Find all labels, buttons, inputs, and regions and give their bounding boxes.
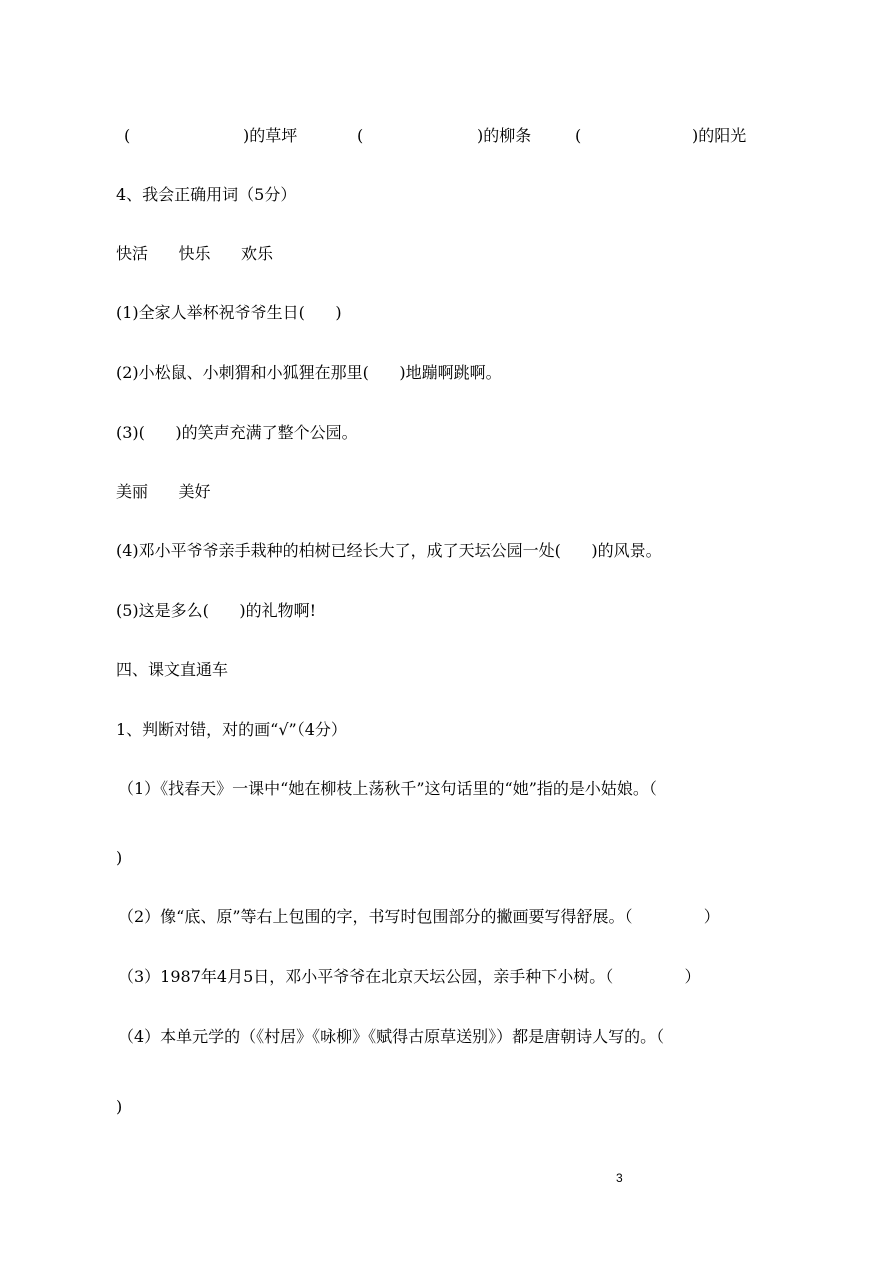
page-number: 3: [616, 1171, 623, 1185]
judge-item-4-close: ): [116, 1097, 123, 1116]
blank-3-label: )的阳光: [692, 126, 747, 145]
section-4-title: 4、我会正确用词（5分）: [116, 185, 297, 204]
sub-1-title: 1、判断对错，对的画“√”（4分）: [116, 720, 347, 739]
question-3: (3)( )的笑声充满了整个公园。: [116, 423, 358, 442]
judge-item-1: （1）《找春天》一课中“她在柳枝上荡秋千”这句话里的“她”指的是小姑娘。（: [118, 779, 657, 798]
blank-1-open: (: [124, 126, 131, 145]
judge-item-3: （3）1987年4月5日，邓小平爷爷在北京天坛公园，亲手种下小树。（ ）: [118, 967, 701, 986]
part-four-title: 四、课文直通车: [116, 660, 229, 679]
blank-2-label: )的柳条: [477, 126, 532, 145]
word-group-1: 快活 快乐 欢乐: [116, 244, 274, 263]
blank-2-open: (: [357, 126, 364, 145]
blank-3-open: (: [575, 126, 582, 145]
question-2: (2)小松鼠、小刺猬和小狐狸在那里( )地蹦啊跳啊。: [116, 363, 502, 382]
fill-blanks-row: [0, 126, 892, 146]
judge-item-2: （2）像“底、原”等右上包围的字，书写时包围部分的撇画要写得舒展。（ ）: [118, 907, 720, 926]
blank-1-label: )的草坪: [243, 126, 298, 145]
question-5: (5)这是多么( )的礼物啊!: [116, 601, 317, 620]
question-4: (4)邓小平爷爷亲手栽种的柏树已经长大了，成了天坛公园一处( )的风景。: [116, 541, 662, 560]
judge-item-1-close: ): [116, 848, 123, 867]
judge-item-4: （4）本单元学的（《村居》《咏柳》《赋得古原草送别》）都是唐朝诗人写的。（: [118, 1027, 665, 1046]
question-1: (1)全家人举杯祝爷爷生日( ): [116, 303, 342, 322]
word-group-2: 美丽 美好: [116, 482, 211, 501]
